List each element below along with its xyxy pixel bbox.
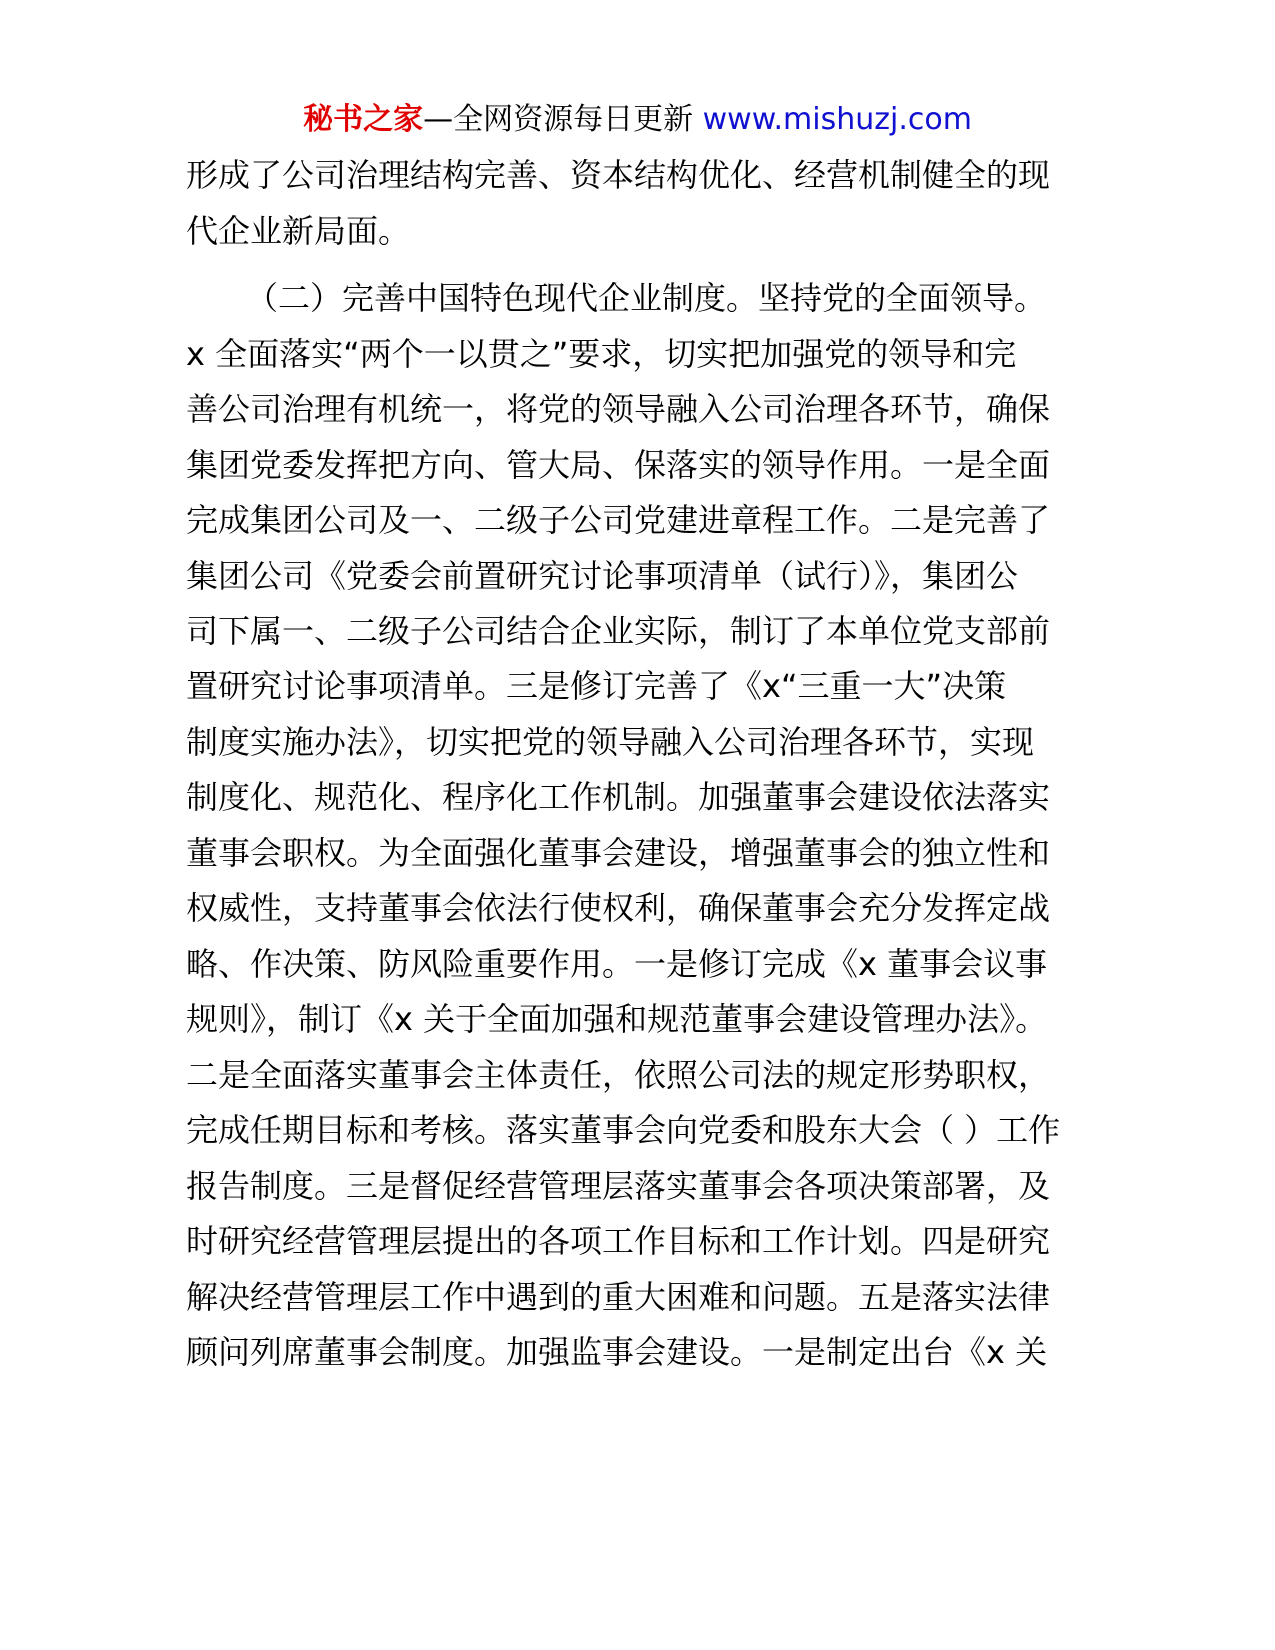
text-line: 报告制度。三是督促经营管理层落实董事会各项决策部署，及 bbox=[186, 1167, 1051, 1205]
text-line: 制度实施办法》，切实把党的领导融入公司治理各环节，实现 bbox=[186, 723, 1035, 761]
text-line: 形成了公司治理结构完善、资本结构优化、经营机制健全的现 bbox=[186, 156, 1051, 194]
text-line: 略、作决策、防风险重要作用。一是修订完成《x 董事会议事 bbox=[186, 945, 1048, 983]
text-line: 完成任期目标和考核。落实董事会向党委和股东大会（ ）工作 bbox=[186, 1111, 1061, 1149]
text-line: 顾问列席董事会制度。加强监事会建设。一是制定出台《x 关 bbox=[186, 1333, 1048, 1371]
text-line: 时研究经营管理层提出的各项工作目标和工作计划。四是研究 bbox=[186, 1222, 1051, 1260]
text-line: 权威性，支持董事会依法行使权利，确保董事会充分发挥定战 bbox=[186, 889, 1051, 927]
text-line: 规则》，制订《x 关于全面加强和规范董事会建设管理办法》。 bbox=[186, 1000, 1048, 1038]
text-line: 善公司治理有机统一，将党的领导融入公司治理各环节，确保 bbox=[186, 390, 1051, 428]
site-brand: 秘书之家 bbox=[303, 102, 424, 137]
text-line: x 全面落实“两个一以贯之”要求，切实把加强党的领导和完 bbox=[186, 335, 1017, 373]
text-line: 集团公司《党委会前置研究讨论事项清单（试行）》，集团公 bbox=[186, 557, 1019, 595]
text-line: 二是全面落实董事会主体责任，依照公司法的规定形势职权， bbox=[186, 1056, 1051, 1094]
text-line: 制度化、规范化、程序化工作机制。加强董事会建设依法落实 bbox=[186, 778, 1051, 816]
text-line: 置研究讨论事项清单。三是修订完善了《x“三重一大”决策 bbox=[186, 667, 1007, 705]
paragraph-heading-line: （二）完善中国特色现代企业制度。坚持党的全面领导。 bbox=[246, 279, 1047, 317]
text-line: 代企业新局面。 bbox=[186, 212, 411, 250]
site-url[interactable]: www.mishuzj.com bbox=[702, 102, 972, 137]
text-line: 解决经营管理层工作中遇到的重大困难和问题。五是落实法律 bbox=[186, 1278, 1051, 1316]
text-line: 集团党委发挥把方向、管大局、保落实的领导作用。一是全面 bbox=[186, 446, 1051, 484]
site-header bbox=[0, 100, 1275, 140]
text-line: 司下属一、二级子公司结合企业实际，制订了本单位党支部前 bbox=[186, 612, 1051, 650]
site-tagline: —全网资源每日更新 bbox=[423, 102, 703, 137]
text-line: 完成集团公司及一、二级子公司党建进章程工作。二是完善了 bbox=[186, 501, 1051, 539]
text-line: 董事会职权。为全面强化董事会建设，增强董事会的独立性和 bbox=[186, 834, 1051, 872]
